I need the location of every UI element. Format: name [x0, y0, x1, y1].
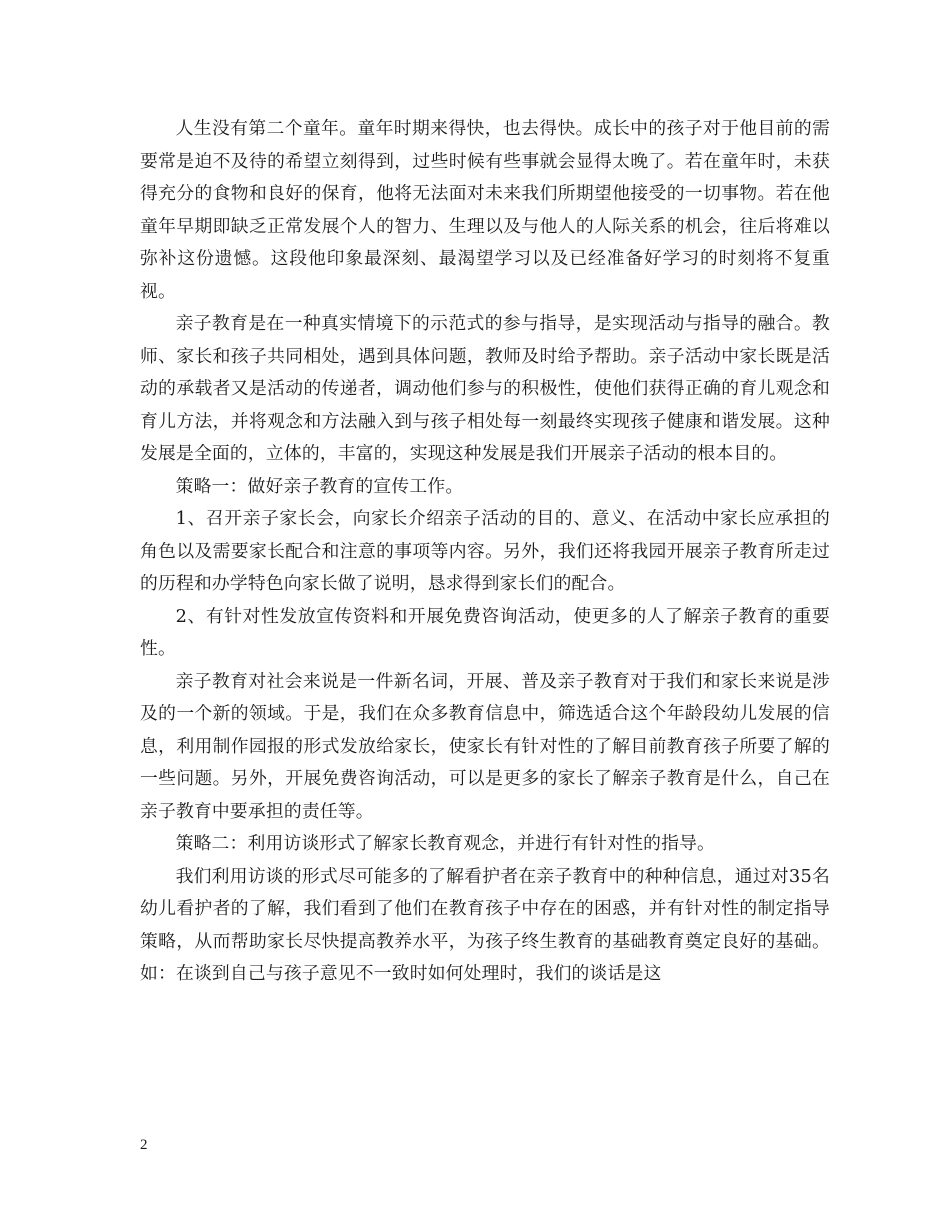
paragraph-interview: 我们利用访谈的形式尽可能多的了解看护者在亲子教育中的种种信息，通过对35名幼儿看护者的了解，我们看到了他们在教育孩子中存在的困惑，并有针对性的制定指导策略，从而帮助家长尽快提高教养水平，为孩子终生教育的基础教育奠定良好的基础。如：在谈到自己与孩子意见不一致时如何处理时，我们的谈话是这	[140, 865, 830, 984]
paragraph-new-field: 亲子教育对社会来说是一件新名词，开展、普及亲子教育对于我们和家长来说是涉及的一个新的领域。于是，我们在众多教育信息中，筛选适合这个年龄段幼儿发展的信息，利用制作园报的形式发放给家长，使家长有针对性的了解目前教育孩子所要了解的一些问题。另外，开展免费咨询活动，可以是更多的家长了解亲子教育是什么，自己在亲子教育中要承担的责任等。	[140, 670, 830, 822]
paragraph-strategy-two-heading: 策略二：利用访谈形式了解家长教育观念，并进行有针对性的指导。	[175, 833, 716, 854]
paragraph-childhood: 人生没有第二个童年。童年时期来得快，也去得快。成长中的孩子对于他目前的需要常是迫不及待的希望立刻得到，过些时候有些事就会显得太晚了。若在童年时，未获得充分的食物和良好的保育，他将无法面对未来我们所期望他接受的一切事物。若在他童年早期即缺乏正常发展个人的智力、生理以及与他人的人际关系的机会，往后将难以弥补这份遗憾。这段他印象最深刻、最渴望学习以及已经准备好学习的时刻将不复重视。	[140, 118, 830, 302]
paragraph-strategy-one-item-1: 1、召开亲子家长会，向家长介绍亲子活动的目的、意义、在活动中家长应承担的角色以及需要家长配合和注意的事项等内容。另外，我们还将我园开展亲子教育所走过的历程和办学特色向家长做了说明，恳求得到家长们的配合。	[140, 508, 830, 594]
page-number: 2	[140, 1137, 148, 1153]
document-body	[140, 113, 830, 991]
paragraph-strategy-one-item-2: 2、有针对性发放宣传资料和开展免费咨询活动，使更多的人了解亲子教育的重要性。	[140, 605, 830, 659]
paragraph-parent-child-education: 亲子教育是在一种真实情境下的示范式的参与指导，是实现活动与指导的融合。教师、家长和孩子共同相处，遇到具体问题，教师及时给予帮助。亲子活动中家长既是活动的承载者又是活动的传递者，调动他们参与的积极性，使他们获得正确的育儿观念和育儿方法，并将观念和方法融入到与孩子相处每一刻最终实现孩子健康和谐发展。这种发展是全面的，立体的，丰富的，实现这种发展是我们开展亲子活动的根本目的。	[140, 313, 830, 464]
paragraph-strategy-one-heading: 策略一：做好亲子教育的宣传工作。	[175, 475, 464, 497]
